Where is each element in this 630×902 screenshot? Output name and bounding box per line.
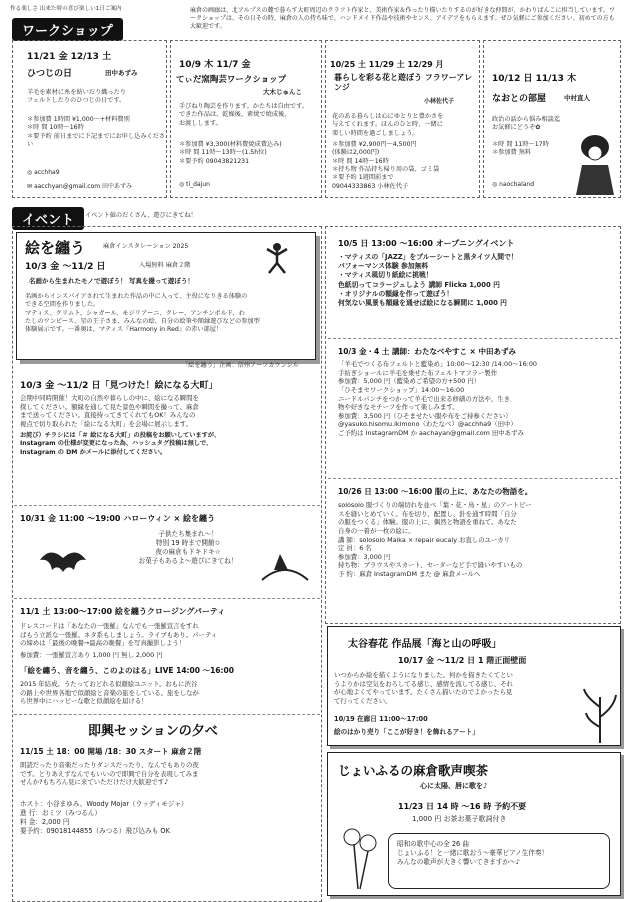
session-desc: 朗読だったり音楽だったりダンスだったり、なんでもありの夜 です。とりあえずなんでもいいので即興で自分を表現してみま せんか?もちろん見に来ていただけだけ大歓迎です♪ [20,761,199,787]
ws3-desc: 花のある暮らしは心にゆとりと豊かさを 与えてくれます。ほんのひと時、一緒に 楽しい時間を過ごしましょう。 [332,113,444,137]
event-note: イベント値のだくさん、遊びにきてね！ [85,212,197,219]
closing-live: 「絵を纏う、音を纏う、このよのはる」LIVE 14:00 〜16:00 [20,666,234,675]
ws3-author: 小林佐代子 [424,98,455,105]
ws4-dates: 10/12 日 11/13 木 [492,74,577,84]
exhibit-catch: 名画から生まれたモノで遊ぼう！ 写真を撮って遊ぼう！ [29,277,194,285]
ws3-dates: 10/25 土 11/29 土 12/29 月 [330,60,444,69]
story-head: 10/26 日 13:00 〜16:00 服の上に、あなたの物語を。 [338,487,533,496]
closing-fee: 参加費：一張羅宣言あり 1,000 円 無し 2,000 円 [20,651,163,659]
ws1-insta-handle: acchha9 [34,169,60,176]
ws4-author: 中村直人 [564,94,590,102]
ws4-desc: 政治の話から悩み相談迄 お気軽にどうぞ✿ [492,116,561,132]
ws1-insta: ◎ acchha9 [27,169,60,176]
workshop-naoto [483,40,621,198]
otani-sale: 絵のはかり売り「ここが好き！を飾れるアート」 [334,728,479,736]
ws3-detail: ＊参加費 ¥2,900円〜4,500円 (体験は2,000円) ＊時 間 14時〜16時 ＊持ち物 作品持ち帰り用の袋、ゴミ袋 ＊要予約 1週間前まで 09044333863 小林佐代子 [332,141,440,190]
halloween-desc: 子供たち集まれ〜！ 特別 19 時まで開館✩ 夜の麻倉もドキドキ☆ お菓子もあるよ〜遊びにきてね！ [138,530,238,565]
intro-text: 麻倉の画廊は、北アルプスの麓で暮らす大町周辺のクラフト作家と、美術作家＆作ったり描いたりするのが好きな仲間が、かわりばんこに担当しています。ワークショップは、その日その時、麻倉の人の持ち味で、ハンドメイド作品や技術やセンス、アイデアをもらえます。ぜひ気軽にご参加ください。初めての方も大歓迎です。 [190,7,616,31]
divider [14,598,320,599]
cafe-desc: 昭和の歌中心の全 26 曲 じょいふる！と一緒に歌おう〜豪華ピアノ生伴奏！ みんなの歌声が大きく響いてきますか〜♪ [397,840,549,866]
cafe-head: 11/23 日 14 時 〜16 時 予約不要 [398,802,527,811]
ws1-email-text: aacchyan@gmail.com 田中あずみ [33,183,133,190]
felt-head: 10/3 金・4 土 講師：わたなべやすこ × 中田あずみ [338,347,516,356]
town-title: 10/3 金 〜11/2 日「見つけた！絵になる大町」 [20,381,218,391]
opening-head: 10/5 日 13:00 〜16:00 オープニングイベント [338,239,515,248]
ws2-detail: ＊参加費 ¥3,300(材料費焼成費込み) ＊時 間 11時〜13時〜(1.5h位) ＊要予約 09043821231 [179,141,282,165]
exhibit-credit: 「絵を纏う」企画：信州アーツカウンシル [182,362,299,369]
exhibit-desc: 名画からインスパイアされて生まれた作品の中に入って、主役になりきる体験の できる空間を作りました。 マティス、クリムト、シャガール、モジリアーニ、クレー、アンチンボルド、わ たしのワンピース、星の王子さま、みんなの絵、自分の絵筆や額縁遊びなどの参加型 体験展示です。一番奥は、マティス『Harmony in Red』の赤い部屋！ [25,293,260,334]
ws1-desc: 羊毛を素材に糸を紡いだり織ったり フェルトしたりのひつじの日です。 [27,89,126,105]
session-title: 即興セッションの夕べ [88,724,218,739]
dancer-illustration [247,239,307,275]
ws2-dates: 10/9 木 11/7 金 [179,60,251,70]
otani-box [327,626,621,746]
portrait-illustration [572,131,618,195]
bat-illustration [38,540,88,584]
otani-title: 太谷春花 作品展「海と山の呼吸」 [348,639,502,650]
ws4-title: なおとの部屋 [492,94,547,104]
ws1-detail: ＊参加費 1時間 ¥1,000〜+材料費別 ＊時 間 10時〜16時 ＊要予約 前日までに下記までにお申し込みください [27,116,166,149]
ws3-title: 暮らしを彩る花と遊ぼう フラワーアレンジ [334,73,473,93]
ws1-email: ✉ aacchyan@gmail.com 田中あずみ [27,183,133,190]
ws2-insta: ◎ ti_dajun [179,181,210,188]
event-heading: イベント [12,207,84,230]
cafe-sub: 心に太陽、唇に歌を♪ [420,782,488,790]
halloween-head: 10/31 金 11:00 〜19:00 ハローウィン × 絵を纏う [20,514,216,523]
ws2-author: 大木じゅんこ [263,88,302,96]
closing-livedesc: 2015 年結成。うたっておどれる似顔絵ユニット。おもに渋谷 の路上や世界各地で似顔絵と音楽の旅をしている。旅をしなが ら世界中にハッピーな歌と似顔絵を届ける！ [20,680,199,706]
ws4-insta: ◎ naochaland [492,181,535,188]
closing-head: 11/1 土 13:00〜17:00 絵を纏うクロージングパーティ [20,607,226,616]
story-lines: solosolo 服づくりの端切れを並べ「葉・花・鳥・星」のアートピー スを縫いとめていく。布を切り、配置し、針を通す時間「自分 の服をつくる」体験。服の上に、偶然と物語を重ねて。あなた 自身の一着が一枚の絵に。 講 師：solosolo Maika × repair eucaly お直しのユーカリ 定 員：6 名 参加費：3,000 円 持ち物：ブラウスやスカート、セーターなど手で縫いやすいもの 予 約：麻倉 InstagramDM また @ 麻倉メールへ [338,501,532,579]
session-head: 11/15 土 18：00 開場 /18：30 スタート 麻倉２階 [20,747,202,756]
cafe-desc-frame [388,833,610,889]
opening-lines: ・マティスの「JAZZ」をブルーシートと黒タイツ人間で！ パフォーマンス体験 参加無料 ・マティス風切り紙絵に挑戦！ 色紙切ってコラージュしよう 講師 Flicka 1,000 円 ・オリジナルの額縁を作って遊ぼう！ 何気ない風景も額縁を通せば絵になる瞬間に 1,000 円 [338,253,518,307]
divider [328,478,618,479]
tagline: 作る楽しさ 出来た時の喜び楽しい1日ご案内 [10,6,122,12]
ws2-title: てぃだ窯陶芸ワークショップ [176,75,287,85]
exhibit-sub: 麻倉インスタレーション 2025 [103,243,189,250]
session-lines: ホスト：小谷まゆみ、Woody Mojar（ウッディモジャ） 進 行：おミツ（みつるん） 料 金：2,000 円 要予約：09018144855（みつる）飛び込みも OK [20,800,188,835]
witch-illustration [258,550,312,586]
town-notice: お詫び）チラシには「＃ 絵になる大町」の投稿をお願いしていますが、 Instagram の仕様が変更になった為、ハッシュタグ投稿は無しで、 Instagram の DM かメールに添付してください。 [20,432,221,456]
felt-lines: 「羊毛でつくる布フェルトと藍染め」10:00〜12:30 /14:00〜16:00 手紡ぎショールに羊毛を乗せた布フェルトマフラー製作 参加費：5,000 円（藍染めご希望の方+500 円） 「ひそまセワークショップ」14:00〜16:00 ニードルパンチをつかって羊毛で出来る修繕の方法や、生き 物や好きなモチーフを作って楽しみます。 参加費：3,500 円（ひそませたい服や布をご持参ください） @yasuko.hisomu.ikimono（わたなべ）@acchha9（田中） ご予約は InstagramDM か aachayan@gmail.com 田中あずみ [338,360,537,438]
exhibit-title: 絵を纏う [25,239,86,257]
cafe-fee: 1,000 円 お茶お菓子歌詞付き [412,815,507,823]
workshop-tida [170,40,322,198]
exhibit-box [16,232,316,360]
town-desc: 会期中同時開催！大町の自然や暮らしの中に、絵になる瞬間を 探してください。額縁を通して見た景色や瞬間を撮って、麻倉 まで送ってください。直接持ってきてくれてもOK！みんなの 視点で切り取られた「絵になる大町」を会場に展示します。 [20,394,199,428]
divider [14,505,320,506]
cafe-box [327,752,621,896]
ws2-desc: 手びねり陶芸を作ります。かたちは自由です。 できた作品は、乾燥後、素焼で焼成後、 お渡しします。 [179,103,308,127]
otani-talk: 10/19 在廊日 11:00〜17:00 [334,715,428,723]
ws1-title: ひつじの日 [27,69,73,79]
ws2-insta-handle: ti_dajun [186,181,210,188]
closing-desc: ドレスコードは「あなたの一張羅」なんでも一張羅宣言をすれ ばもう立派な一張羅。ネタ系もしましょう。ライブもあり。パーティ の締めは「最後の晩餐→最高の晩餐」を写真撮影しよう！ [20,622,218,648]
leaf-illustration [580,687,620,743]
exhibit-dates: 10/3 金 〜11/2 日 [25,262,106,272]
workshop-flower [325,40,480,198]
ws4-insta-handle: naochaland [499,181,535,188]
ws4-detail: ＊時 間 11時〜17時 ＊参加費 無料 [492,141,549,157]
ws1-dates: 11/21 金 12/13 土 [27,52,112,62]
bouquet-illustration [334,823,384,893]
workshop-hitsuji [12,40,167,198]
otani-dates: 10/17 金 〜11/2 日 1 階正面壁面 [398,656,527,665]
otani-desc: いつからか絵を描くようになりました。何かを描きたくてとい うよりかは空気をおろしてる感じ、感情を流してる感じ、それ が心地よくてやっています。たくさん描いたのでよかったら見 て行ってください。 [334,671,513,705]
divider [14,714,320,715]
ws1-author: 田中あずみ [105,69,138,77]
cafe-title: じょいふるの麻倉歌声喫茶 [338,763,489,778]
divider [328,338,618,339]
workshop-heading: ワークショップ [12,18,123,41]
exhibit-entry: 入場無料 麻倉２階 [139,262,191,269]
